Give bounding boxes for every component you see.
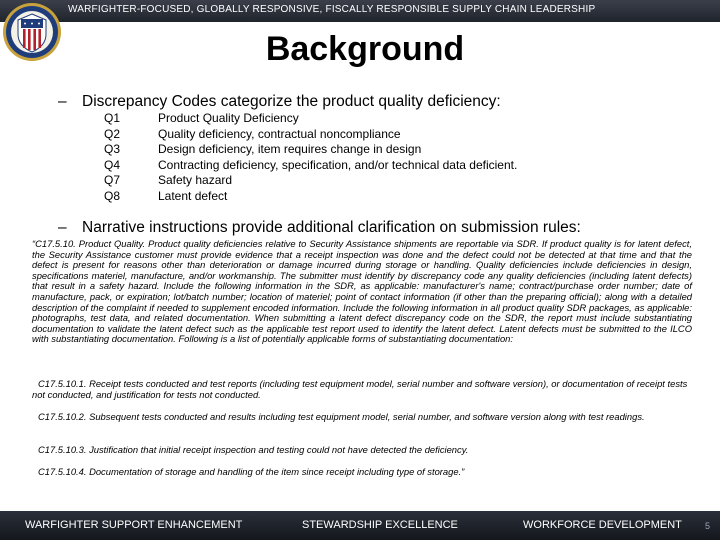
footer-workforce: WORKFORCE DEVELOPMENT [523,519,682,531]
code-description: Contracting deficiency, specification, and/or technical data deficient. [158,157,518,172]
sub-item [32,412,692,423]
discrepancy-code-list [104,111,517,204]
sub-item-text: C17.5.10.1. Receipt tests conducted and test reports (including test equipment model, serial number and software version), or documentation of receipt tests not conducted, and justification for tests not conducted. [32,378,688,400]
bullet-text: Narrative instructions provide additional clarification on submission rules: [82,219,581,236]
bullet-dash: – [58,219,67,236]
code-row [104,158,517,174]
code-row [104,189,517,205]
bullet-discrepancy-codes [58,93,501,111]
code-description: Latent defect [158,188,228,203]
code-id: Q3 [104,142,121,156]
sub-item [32,379,692,400]
code-row [104,111,517,127]
sub-item-text: C17.5.10.4. Documentation of storage and handling of the item since receipt including type of storage.” [38,466,465,477]
code-id: Q8 [104,188,121,203]
code-id: Q2 [104,126,121,141]
code-row [104,142,517,158]
code-description: Quality deficiency, contractual noncompliance [158,126,401,141]
footer-stewardship: STEWARDSHIP EXCELLENCE [302,519,458,531]
code-description: Design deficiency, item requires change in design [158,142,422,156]
bullet-dash: – [58,93,67,110]
footer-warfighter-support: WARFIGHTER SUPPORT ENHANCEMENT [25,519,243,531]
bullet-narrative-instructions [58,219,581,237]
slide-title: Background [265,30,465,68]
code-id: Q4 [104,157,121,172]
code-description: Safety hazard [158,173,233,187]
sub-item [32,445,692,456]
code-row [104,127,517,143]
code-description: Product Quality Deficiency [158,111,299,125]
narrative-paragraph: “C17.5.10. Product Quality. Product quality deficiencies relative to Security Assistance shipments are reportable via SDR. If product quality is for latent defect, the Security Assistance customer must provide evidence that a receipt inspection was done and the defect could not be detected at that time and that the defect is present for reasons other than deterioration or damage incurred during storage or handling. Quality deficiencies include deficiencies in design, specifications materiel, manufacture, and/or workmanship. The submitter must identify by discrepancy code any quality deficiencies (including latent defects) that result in a safety hazard. Include the following information in the SDR, as applicable: manufacturer's name; contract/purchase order number; date of manufacture, pack, or expiration; lot/batch number; location of materiel; point of contact information (if other than the preparing official); along with a detailed description of the complaint if needed to supplement encoded information. Include the following information in all product quality SDR packages, as applicable: photographs, test data, and related documentation. When submitting a latent defect discrepancy code on the SDR, the report must include substantiating documentation to validate the latent defect such as the applicable test report used to identify the latent defect. Latent defects must be submitted to the ILCO with substantiating documentation. Following is a list of potentially applicable forms of substantiating documentation: [32,238,692,345]
bullet-text: Discrepancy Codes categorize the product quality deficiency: [82,93,501,110]
sub-item [32,467,692,478]
code-id: Q7 [104,173,121,187]
top-banner-text: WARFIGHTER-FOCUSED, GLOBALLY RESPONSIVE, FISCALLY RESPONSIBLE SUPPLY CHAIN LEADERSHIP [68,4,596,15]
code-id: Q1 [104,111,121,125]
page-number: 5 [705,521,711,531]
sub-item-text: C17.5.10.3. Justification that initial receipt inspection and testing could not have detected the deficiency. [38,444,469,455]
sub-item-text: C17.5.10.2. Subsequent tests conducted and results including test equipment model, serial number, and software version along with test readings. [38,411,645,422]
code-row [104,173,517,189]
